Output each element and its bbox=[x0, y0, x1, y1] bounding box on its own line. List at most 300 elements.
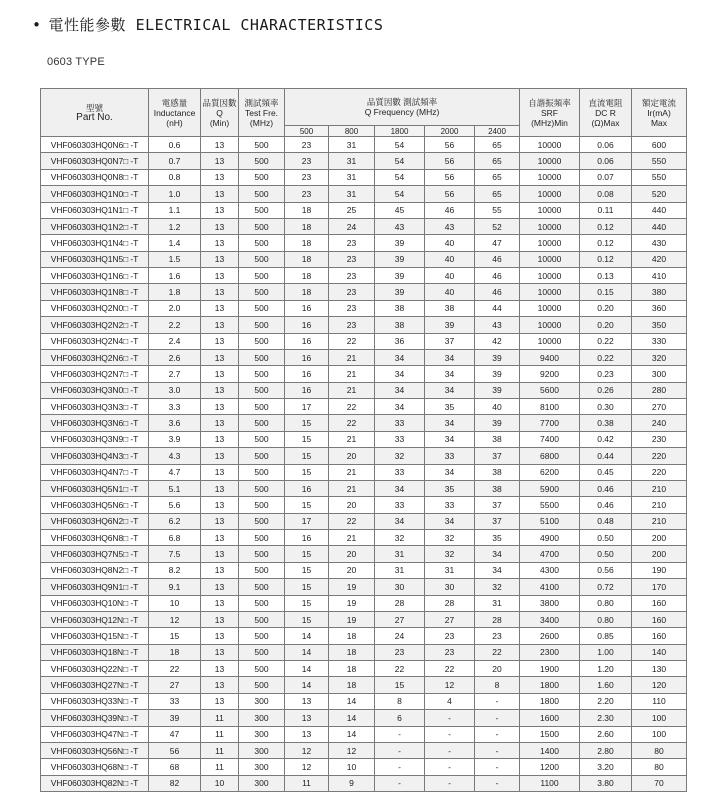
cell-srf: 10000 bbox=[520, 153, 580, 169]
cell-q-min: 13 bbox=[201, 431, 239, 447]
cell-q-500: 18 bbox=[285, 202, 329, 218]
cell-part-number: VHF060303HQ3N6□ -T bbox=[41, 415, 149, 431]
cell-q-500: 16 bbox=[285, 317, 329, 333]
header-srf-zh: 自諧振頻率 bbox=[528, 97, 571, 108]
cell-q-500: 16 bbox=[285, 349, 329, 365]
cell-srf: 10000 bbox=[520, 169, 580, 185]
cell-rated-current: 160 bbox=[632, 595, 687, 611]
cell-q-2000: 12 bbox=[425, 677, 475, 693]
cell-dcr: 2.30 bbox=[580, 710, 632, 726]
cell-rated-current: 80 bbox=[632, 742, 687, 758]
cell-q-500: 14 bbox=[285, 628, 329, 644]
table-row bbox=[41, 579, 687, 595]
cell-q-1800: 33 bbox=[375, 464, 425, 480]
cell-part-number: VHF060303HQ6N8□ -T bbox=[41, 530, 149, 546]
cell-q-min: 11 bbox=[201, 759, 239, 775]
cell-dcr: 0.22 bbox=[580, 349, 632, 365]
cell-q-800: 14 bbox=[329, 693, 375, 709]
cell-part-number: VHF060303HQ0N8□ -T bbox=[41, 169, 149, 185]
cell-q-1800: 30 bbox=[375, 579, 425, 595]
cell-inductance: 2.4 bbox=[149, 333, 201, 349]
cell-q-2400: 37 bbox=[475, 513, 520, 529]
cell-q-2400: 65 bbox=[475, 186, 520, 202]
cell-q-2000: 46 bbox=[425, 202, 475, 218]
header-part-no-zh: 型號 bbox=[85, 102, 103, 113]
cell-rated-current: 440 bbox=[632, 218, 687, 234]
cell-q-2400: 22 bbox=[475, 644, 520, 660]
cell-rated-current: 270 bbox=[632, 399, 687, 415]
cell-inductance: 10 bbox=[149, 595, 201, 611]
cell-q-min: 13 bbox=[201, 317, 239, 333]
cell-q-2400: 8 bbox=[475, 677, 520, 693]
cell-test-freq: 500 bbox=[239, 300, 285, 316]
table-row bbox=[41, 595, 687, 611]
cell-q-800: 21 bbox=[329, 382, 375, 398]
cell-part-number: VHF060303HQ5N6□ -T bbox=[41, 497, 149, 513]
cell-q-500: 23 bbox=[285, 137, 329, 153]
cell-q-800: 20 bbox=[329, 497, 375, 513]
cell-test-freq: 500 bbox=[239, 579, 285, 595]
cell-test-freq: 500 bbox=[239, 399, 285, 415]
cell-q-500: 15 bbox=[285, 546, 329, 562]
cell-q-1800: 54 bbox=[375, 186, 425, 202]
table-row bbox=[41, 448, 687, 464]
cell-rated-current: 600 bbox=[632, 137, 687, 153]
cell-test-freq: 500 bbox=[239, 137, 285, 153]
table-row bbox=[41, 317, 687, 333]
cell-test-freq: 500 bbox=[239, 415, 285, 431]
cell-rated-current: 220 bbox=[632, 464, 687, 480]
cell-q-min: 13 bbox=[201, 661, 239, 677]
cell-rated-current: 200 bbox=[632, 546, 687, 562]
cell-rated-current: 300 bbox=[632, 366, 687, 382]
cell-q-2400: 65 bbox=[475, 169, 520, 185]
cell-rated-current: 110 bbox=[632, 693, 687, 709]
table-row bbox=[41, 137, 687, 153]
cell-inductance: 18 bbox=[149, 644, 201, 660]
cell-part-number: VHF060303HQ8N2□ -T bbox=[41, 562, 149, 578]
cell-dcr: 0.26 bbox=[580, 382, 632, 398]
cell-q-2000: - bbox=[425, 759, 475, 775]
cell-q-500: 15 bbox=[285, 579, 329, 595]
cell-test-freq: 500 bbox=[239, 448, 285, 464]
cell-q-800: 18 bbox=[329, 644, 375, 660]
cell-rated-current: 130 bbox=[632, 661, 687, 677]
cell-q-2400: - bbox=[475, 775, 520, 791]
cell-q-2000: 43 bbox=[425, 218, 475, 234]
cell-part-number: VHF060303HQ0N6□ -T bbox=[41, 137, 149, 153]
cell-q-2000: 35 bbox=[425, 480, 475, 496]
cell-q-500: 16 bbox=[285, 530, 329, 546]
cell-rated-current: 330 bbox=[632, 333, 687, 349]
cell-inductance: 0.7 bbox=[149, 153, 201, 169]
cell-srf: 2600 bbox=[520, 628, 580, 644]
cell-rated-current: 200 bbox=[632, 530, 687, 546]
cell-part-number: VHF060303HQ1N1□ -T bbox=[41, 202, 149, 218]
table-row bbox=[41, 251, 687, 267]
cell-q-1800: - bbox=[375, 726, 425, 742]
cell-rated-current: 80 bbox=[632, 759, 687, 775]
header-freq-500: 500 bbox=[285, 126, 329, 137]
cell-q-500: 15 bbox=[285, 464, 329, 480]
cell-inductance: 1.0 bbox=[149, 186, 201, 202]
cell-rated-current: 280 bbox=[632, 382, 687, 398]
cell-q-1800: 38 bbox=[375, 317, 425, 333]
cell-q-800: 21 bbox=[329, 366, 375, 382]
cell-q-1800: 24 bbox=[375, 628, 425, 644]
section-title bbox=[32, 14, 383, 35]
table-row bbox=[41, 644, 687, 660]
cell-q-800: 18 bbox=[329, 661, 375, 677]
header-srf bbox=[520, 89, 580, 137]
cell-q-1800: 28 bbox=[375, 595, 425, 611]
cell-q-min: 13 bbox=[201, 497, 239, 513]
cell-rated-current: 160 bbox=[632, 628, 687, 644]
cell-inductance: 0.6 bbox=[149, 137, 201, 153]
cell-srf: 1500 bbox=[520, 726, 580, 742]
cell-q-1800: 54 bbox=[375, 169, 425, 185]
cell-q-min: 13 bbox=[201, 284, 239, 300]
cell-dcr: 0.06 bbox=[580, 137, 632, 153]
table-row bbox=[41, 399, 687, 415]
cell-q-2000: 56 bbox=[425, 153, 475, 169]
cell-srf: 4700 bbox=[520, 546, 580, 562]
cell-srf: 1600 bbox=[520, 710, 580, 726]
cell-q-500: 16 bbox=[285, 333, 329, 349]
cell-srf: 6800 bbox=[520, 448, 580, 464]
cell-q-1800: 45 bbox=[375, 202, 425, 218]
cell-q-2400: 35 bbox=[475, 530, 520, 546]
cell-part-number: VHF060303HQ47N□ -T bbox=[41, 726, 149, 742]
cell-q-2400: 28 bbox=[475, 611, 520, 627]
cell-q-1800: 8 bbox=[375, 693, 425, 709]
cell-q-2400: 44 bbox=[475, 300, 520, 316]
cell-dcr: 1.60 bbox=[580, 677, 632, 693]
cell-inductance: 1.8 bbox=[149, 284, 201, 300]
cell-q-2000: 30 bbox=[425, 579, 475, 595]
cell-test-freq: 500 bbox=[239, 628, 285, 644]
header-ir-en: Ir(mA) bbox=[647, 107, 671, 118]
table-row bbox=[41, 169, 687, 185]
cell-srf: 10000 bbox=[520, 202, 580, 218]
cell-q-500: 15 bbox=[285, 497, 329, 513]
cell-q-min: 13 bbox=[201, 235, 239, 251]
cell-inductance: 82 bbox=[149, 775, 201, 791]
cell-q-500: 15 bbox=[285, 448, 329, 464]
cell-srf: 7400 bbox=[520, 431, 580, 447]
cell-q-2000: 28 bbox=[425, 595, 475, 611]
cell-q-1800: 39 bbox=[375, 235, 425, 251]
cell-q-min: 13 bbox=[201, 186, 239, 202]
table-row bbox=[41, 415, 687, 431]
cell-q-2000: - bbox=[425, 726, 475, 742]
cell-q-2400: 32 bbox=[475, 579, 520, 595]
cell-q-800: 20 bbox=[329, 448, 375, 464]
table-row bbox=[41, 300, 687, 316]
cell-dcr: 3.20 bbox=[580, 759, 632, 775]
cell-test-freq: 500 bbox=[239, 186, 285, 202]
cell-q-1800: 54 bbox=[375, 153, 425, 169]
cell-q-min: 13 bbox=[201, 677, 239, 693]
header-test-freq bbox=[239, 89, 285, 137]
cell-q-2000: 40 bbox=[425, 235, 475, 251]
cell-part-number: VHF060303HQ1N6□ -T bbox=[41, 268, 149, 284]
header-q-frequency bbox=[285, 89, 520, 126]
cell-q-2400: 46 bbox=[475, 268, 520, 284]
header-part-no bbox=[41, 89, 149, 137]
cell-srf: 1800 bbox=[520, 677, 580, 693]
cell-test-freq: 500 bbox=[239, 530, 285, 546]
cell-test-freq: 300 bbox=[239, 710, 285, 726]
cell-q-1800: 36 bbox=[375, 333, 425, 349]
cell-q-min: 13 bbox=[201, 693, 239, 709]
cell-inductance: 22 bbox=[149, 661, 201, 677]
cell-part-number: VHF060303HQ68N□ -T bbox=[41, 759, 149, 775]
header-part-no-en: Part No. bbox=[76, 111, 113, 123]
cell-q-500: 17 bbox=[285, 513, 329, 529]
cell-srf: 5100 bbox=[520, 513, 580, 529]
cell-test-freq: 300 bbox=[239, 775, 285, 791]
cell-dcr: 0.85 bbox=[580, 628, 632, 644]
cell-part-number: VHF060303HQ82N□ -T bbox=[41, 775, 149, 791]
cell-dcr: 1.00 bbox=[580, 644, 632, 660]
cell-q-500: 18 bbox=[285, 235, 329, 251]
cell-q-1800: 31 bbox=[375, 562, 425, 578]
cell-dcr: 0.45 bbox=[580, 464, 632, 480]
cell-q-min: 13 bbox=[201, 480, 239, 496]
cell-rated-current: 520 bbox=[632, 186, 687, 202]
cell-q-800: 24 bbox=[329, 218, 375, 234]
cell-q-min: 13 bbox=[201, 349, 239, 365]
cell-rated-current: 320 bbox=[632, 349, 687, 365]
cell-rated-current: 210 bbox=[632, 497, 687, 513]
cell-srf: 9200 bbox=[520, 366, 580, 382]
cell-rated-current: 350 bbox=[632, 317, 687, 333]
table-row bbox=[41, 153, 687, 169]
header-inductance bbox=[149, 89, 201, 137]
cell-q-800: 22 bbox=[329, 399, 375, 415]
table-row bbox=[41, 726, 687, 742]
cell-inductance: 9.1 bbox=[149, 579, 201, 595]
cell-q-min: 13 bbox=[201, 415, 239, 431]
cell-srf: 1100 bbox=[520, 775, 580, 791]
cell-inductance: 3.0 bbox=[149, 382, 201, 398]
cell-q-2400: - bbox=[475, 710, 520, 726]
table-row bbox=[41, 759, 687, 775]
header-q-min-en: Q bbox=[216, 107, 223, 118]
cell-q-min: 13 bbox=[201, 153, 239, 169]
cell-rated-current: 380 bbox=[632, 284, 687, 300]
cell-q-1800: 32 bbox=[375, 530, 425, 546]
cell-srf: 2300 bbox=[520, 644, 580, 660]
cell-q-500: 17 bbox=[285, 399, 329, 415]
header-test-freq-zh: 測試頻率 bbox=[244, 97, 279, 108]
header-srf-unit: (MHz)Min bbox=[531, 117, 568, 128]
cell-dcr: 0.50 bbox=[580, 530, 632, 546]
cell-srf: 10000 bbox=[520, 235, 580, 251]
cell-dcr: 0.12 bbox=[580, 218, 632, 234]
cell-srf: 3400 bbox=[520, 611, 580, 627]
cell-q-1800: 23 bbox=[375, 644, 425, 660]
cell-rated-current: 70 bbox=[632, 775, 687, 791]
cell-test-freq: 500 bbox=[239, 562, 285, 578]
cell-q-2400: 55 bbox=[475, 202, 520, 218]
header-q-min-zh: 品質因數 bbox=[202, 97, 237, 108]
cell-q-2400: 43 bbox=[475, 317, 520, 333]
cell-inductance: 3.6 bbox=[149, 415, 201, 431]
cell-dcr: 0.13 bbox=[580, 268, 632, 284]
cell-test-freq: 500 bbox=[239, 480, 285, 496]
table-row bbox=[41, 284, 687, 300]
cell-rated-current: 420 bbox=[632, 251, 687, 267]
cell-rated-current: 230 bbox=[632, 431, 687, 447]
cell-dcr: 0.12 bbox=[580, 235, 632, 251]
cell-q-min: 13 bbox=[201, 611, 239, 627]
cell-rated-current: 190 bbox=[632, 562, 687, 578]
cell-q-2000: 35 bbox=[425, 399, 475, 415]
cell-rated-current: 550 bbox=[632, 153, 687, 169]
cell-part-number: VHF060303HQ4N3□ -T bbox=[41, 448, 149, 464]
cell-q-500: 15 bbox=[285, 595, 329, 611]
cell-q-2000: 56 bbox=[425, 169, 475, 185]
cell-q-min: 13 bbox=[201, 448, 239, 464]
cell-q-min: 13 bbox=[201, 382, 239, 398]
cell-test-freq: 500 bbox=[239, 284, 285, 300]
cell-srf: 1400 bbox=[520, 742, 580, 758]
table-row bbox=[41, 546, 687, 562]
cell-part-number: VHF060303HQ1N8□ -T bbox=[41, 284, 149, 300]
table-row bbox=[41, 530, 687, 546]
cell-test-freq: 500 bbox=[239, 611, 285, 627]
cell-q-2400: 38 bbox=[475, 464, 520, 480]
cell-q-min: 13 bbox=[201, 169, 239, 185]
table-row bbox=[41, 464, 687, 480]
cell-q-500: 23 bbox=[285, 153, 329, 169]
type-subtitle: 0603 TYPE bbox=[47, 56, 105, 68]
cell-test-freq: 300 bbox=[239, 742, 285, 758]
cell-q-800: 21 bbox=[329, 530, 375, 546]
cell-q-800: 23 bbox=[329, 268, 375, 284]
cell-q-1800: 39 bbox=[375, 284, 425, 300]
table-row bbox=[41, 628, 687, 644]
cell-rated-current: 360 bbox=[632, 300, 687, 316]
cell-q-1800: 22 bbox=[375, 661, 425, 677]
cell-q-2000: 40 bbox=[425, 284, 475, 300]
cell-q-800: 22 bbox=[329, 415, 375, 431]
cell-dcr: 0.23 bbox=[580, 366, 632, 382]
cell-part-number: VHF060303HQ1N5□ -T bbox=[41, 251, 149, 267]
cell-q-500: 12 bbox=[285, 742, 329, 758]
cell-part-number: VHF060303HQ2N4□ -T bbox=[41, 333, 149, 349]
table-row bbox=[41, 202, 687, 218]
cell-inductance: 1.2 bbox=[149, 218, 201, 234]
cell-inductance: 2.6 bbox=[149, 349, 201, 365]
cell-q-2000: 33 bbox=[425, 448, 475, 464]
cell-test-freq: 500 bbox=[239, 235, 285, 251]
bullet-icon: • bbox=[32, 16, 42, 34]
cell-srf: 10000 bbox=[520, 300, 580, 316]
cell-q-2400: - bbox=[475, 693, 520, 709]
cell-dcr: 0.30 bbox=[580, 399, 632, 415]
cell-srf: 1900 bbox=[520, 661, 580, 677]
cell-q-800: 31 bbox=[329, 153, 375, 169]
cell-q-min: 13 bbox=[201, 644, 239, 660]
cell-q-800: 22 bbox=[329, 513, 375, 529]
table-row bbox=[41, 480, 687, 496]
section-title-text: 電性能參數 ELECTRICAL CHARACTERISTICS bbox=[48, 16, 384, 34]
cell-part-number: VHF060303HQ7N5□ -T bbox=[41, 546, 149, 562]
cell-inductance: 5.1 bbox=[149, 480, 201, 496]
cell-q-500: 18 bbox=[285, 251, 329, 267]
cell-test-freq: 500 bbox=[239, 317, 285, 333]
cell-part-number: VHF060303HQ56N□ -T bbox=[41, 742, 149, 758]
cell-dcr: 0.08 bbox=[580, 186, 632, 202]
cell-q-2000: 56 bbox=[425, 137, 475, 153]
cell-q-2400: 46 bbox=[475, 284, 520, 300]
cell-q-2000: 34 bbox=[425, 513, 475, 529]
header-ir-zh: 額定電流 bbox=[641, 97, 676, 108]
cell-q-800: 14 bbox=[329, 710, 375, 726]
cell-part-number: VHF060303HQ3N3□ -T bbox=[41, 399, 149, 415]
cell-dcr: 0.22 bbox=[580, 333, 632, 349]
cell-q-2000: 32 bbox=[425, 546, 475, 562]
cell-srf: 5600 bbox=[520, 382, 580, 398]
cell-q-500: 13 bbox=[285, 693, 329, 709]
cell-q-2000: - bbox=[425, 775, 475, 791]
cell-rated-current: 430 bbox=[632, 235, 687, 251]
header-dcr-en: DC R bbox=[595, 107, 616, 118]
cell-q-1800: 38 bbox=[375, 300, 425, 316]
cell-part-number: VHF060303HQ2N7□ -T bbox=[41, 366, 149, 382]
cell-q-500: 16 bbox=[285, 382, 329, 398]
cell-dcr: 0.72 bbox=[580, 579, 632, 595]
cell-q-2400: 39 bbox=[475, 349, 520, 365]
cell-q-min: 13 bbox=[201, 300, 239, 316]
cell-srf: 4900 bbox=[520, 530, 580, 546]
header-dcr-zh: 直流電阻 bbox=[588, 97, 623, 108]
cell-q-800: 31 bbox=[329, 169, 375, 185]
cell-q-2000: 23 bbox=[425, 628, 475, 644]
cell-test-freq: 500 bbox=[239, 202, 285, 218]
cell-q-800: 12 bbox=[329, 742, 375, 758]
cell-q-500: 15 bbox=[285, 431, 329, 447]
cell-q-min: 11 bbox=[201, 710, 239, 726]
cell-q-1800: 43 bbox=[375, 218, 425, 234]
cell-dcr: 0.15 bbox=[580, 284, 632, 300]
cell-rated-current: 440 bbox=[632, 202, 687, 218]
cell-test-freq: 500 bbox=[239, 218, 285, 234]
cell-q-min: 10 bbox=[201, 775, 239, 791]
cell-srf: 10000 bbox=[520, 284, 580, 300]
table-row bbox=[41, 611, 687, 627]
cell-inductance: 27 bbox=[149, 677, 201, 693]
cell-srf: 10000 bbox=[520, 137, 580, 153]
cell-q-500: 16 bbox=[285, 480, 329, 496]
header-ir-unit: Max bbox=[650, 117, 668, 128]
cell-test-freq: 500 bbox=[239, 546, 285, 562]
cell-inductance: 2.2 bbox=[149, 317, 201, 333]
cell-q-800: 23 bbox=[329, 300, 375, 316]
table-row bbox=[41, 268, 687, 284]
cell-q-2000: 22 bbox=[425, 661, 475, 677]
cell-q-2400: 65 bbox=[475, 137, 520, 153]
cell-part-number: VHF060303HQ3N0□ -T bbox=[41, 382, 149, 398]
cell-q-500: 15 bbox=[285, 611, 329, 627]
cell-q-1800: 15 bbox=[375, 677, 425, 693]
table-body bbox=[41, 137, 687, 792]
cell-q-1800: 34 bbox=[375, 349, 425, 365]
cell-q-2400: 65 bbox=[475, 153, 520, 169]
